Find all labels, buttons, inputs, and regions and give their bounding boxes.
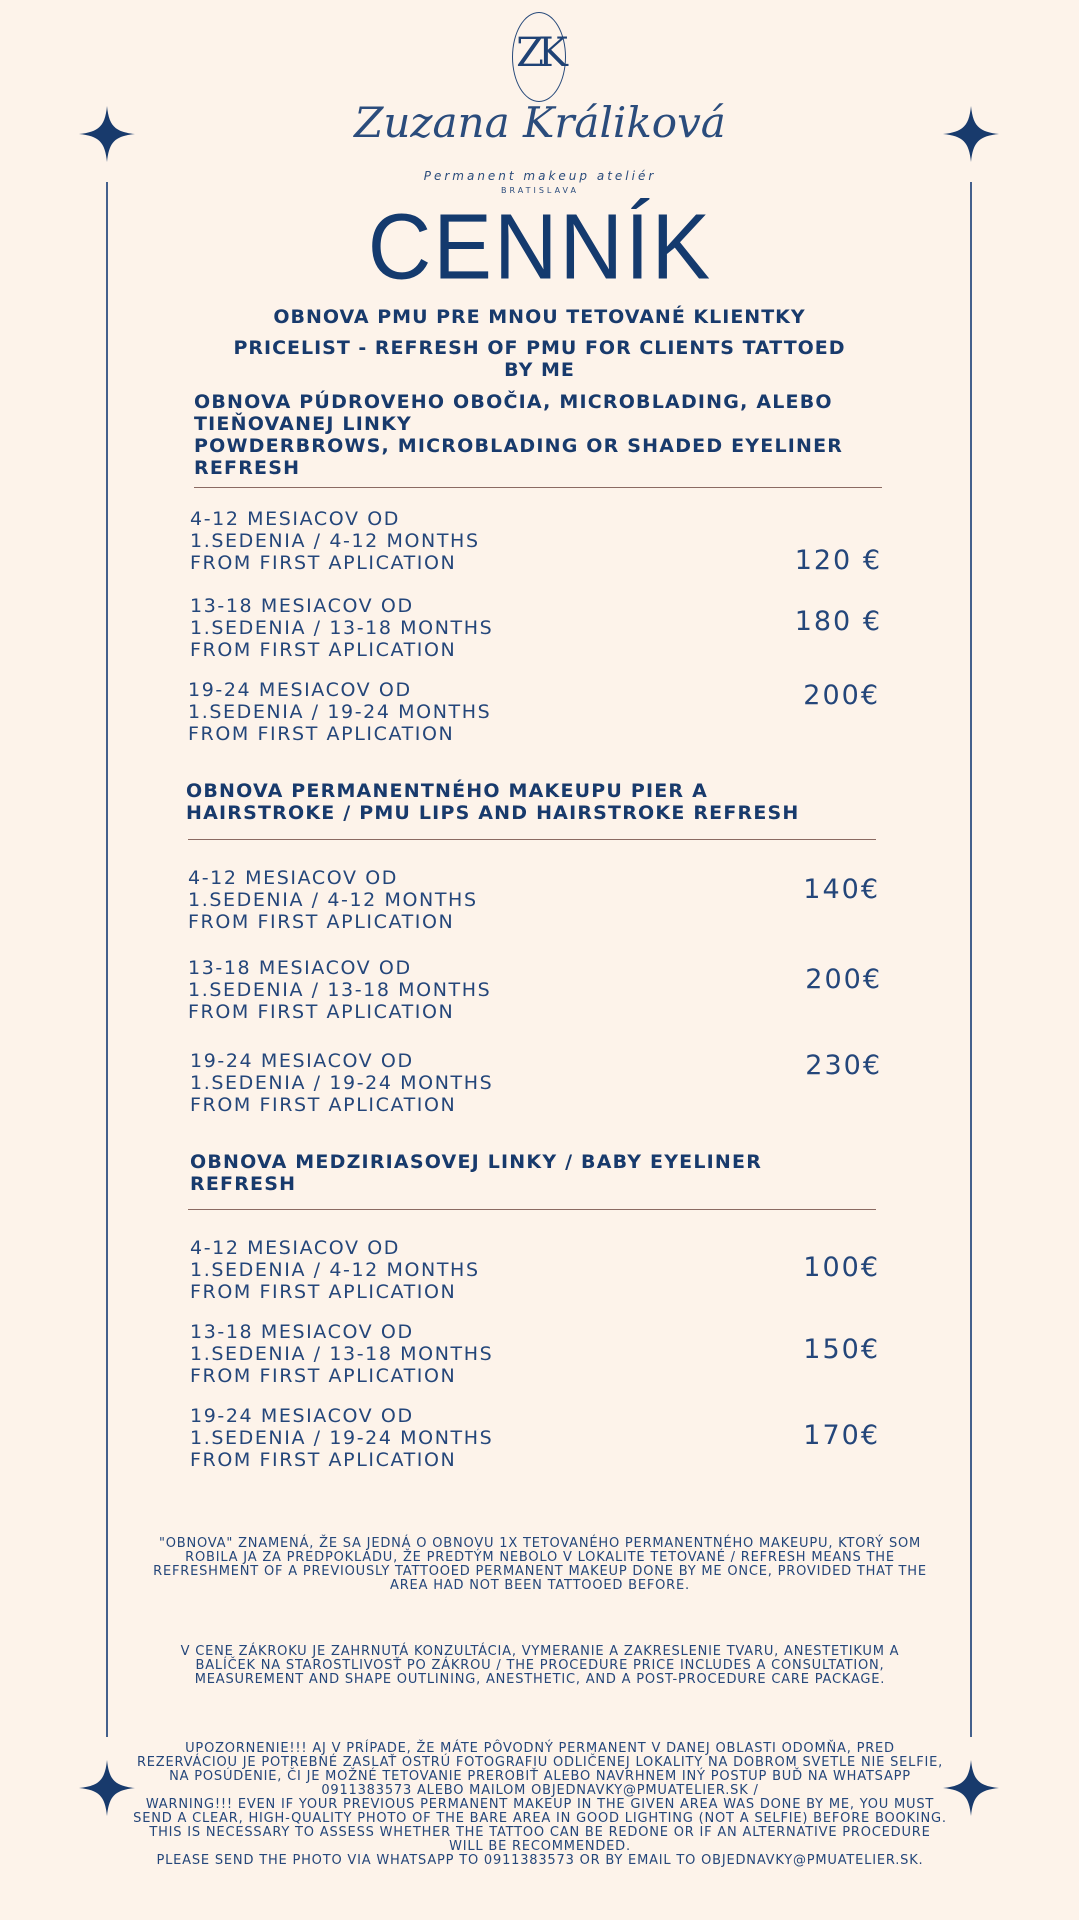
price-row-label: 4-12 MESIACOV OD 1.SEDENIA / 4-12 MONTHS FROM FIRST APLICATION [190, 1237, 480, 1303]
price-value: 230€ [805, 1050, 882, 1081]
section-heading: OBNOVA PÚDROVEHO OBOČIA, MICROBLADING, ALEBO TIEŇOVANEJ LINKY POWDERBROWS, MICROBLADING OR SHADED EYELINER REFRESH [194, 391, 844, 479]
price-row-label: 13-18 MESIACOV OD 1.SEDENIA / 13-18 MONTHS FROM FIRST APLICATION [190, 1321, 494, 1387]
price-value: 180 € [794, 606, 882, 637]
refresh-definition-note: "OBNOVA" ZNAMENÁ, ŽE SA JEDNÁ O OBNOVU 1X TETOVANÉHO PERMANENTNÉHO MAKEUPU, KTORÝ SOM ROBILA JA ZA PREDPOKLADU, ŽE PREDTÝM NEBOLO V LOKALITE TETOVANÉ / REFRESH MEANS THE REFRESHMENT OF A PREVIOUSLY TATTOOED PERMANENT MAKEUP DONE BY ME ONCE, PROVIDED THAT THE AREA HAD NOT BEEN TATTOOED BEFORE. [153, 1536, 927, 1593]
subtitle-en: PRICELIST - REFRESH OF PMU FOR CLIENTS TATTOED BY ME [233, 337, 846, 381]
sparkle-star-icon [943, 106, 999, 162]
price-row-label: 19-24 MESIACOV OD 1.SEDENIA / 19-24 MONTHS FROM FIRST APLICATION [190, 1050, 494, 1116]
price-row-label: 19-24 MESIACOV OD 1.SEDENIA / 19-24 MONTHS FROM FIRST APLICATION [190, 1405, 494, 1471]
brand-city: BRATISLAVA [501, 186, 579, 195]
price-value: 140€ [803, 874, 880, 905]
section-divider [188, 839, 876, 840]
price-row-label: 13-18 MESIACOV OD 1.SEDENIA / 13-18 MONTHS FROM FIRST APLICATION [190, 595, 494, 661]
page-title: CENNÍK [367, 194, 713, 299]
section-divider [188, 1209, 876, 1210]
price-includes-note: V CENE ZÁKROKU JE ZAHRNUTÁ KONZULTÁCIA, VYMERANIE A ZAKRESLENIE TVARU, ANESTETIKUM A BALÍČEK NA STAROSTLIVOSŤ PO ZÁKROU / THE PROCEDURE PRICE INCLUDES A CONSULTATION, MEASUREMENT AND SHAPE OUTLINING, ANESTHETIC, AND A POST-PROCEDURE CARE PACKAGE. [180, 1644, 900, 1687]
section-heading: OBNOVA MEDZIRIASOVEJ LINKY / BABY EYELINER REFRESH [190, 1151, 763, 1195]
section-heading: OBNOVA PERMANENTNÉHO MAKEUPU PIER A HAIRSTROKE / PMU LIPS AND HAIRSTROKE REFRESH [186, 780, 800, 824]
price-value: 200€ [805, 964, 882, 995]
frame-line-left [106, 182, 108, 1737]
section-divider [194, 487, 882, 488]
price-row-label: 19-24 MESIACOV OD 1.SEDENIA / 19-24 MONTHS FROM FIRST APLICATION [188, 679, 492, 745]
price-value: 150€ [803, 1334, 880, 1365]
brand-subtitle: Permanent makeup ateliér [423, 169, 657, 183]
frame-line-right [970, 182, 972, 1737]
price-value: 120 € [794, 545, 882, 576]
logo-monogram: ZK [516, 30, 562, 76]
price-row-label: 4-12 MESIACOV OD 1.SEDENIA / 4-12 MONTHS FROM FIRST APLICATION [190, 508, 480, 574]
sparkle-star-icon [79, 106, 135, 162]
price-value: 200€ [803, 680, 880, 711]
price-row-label: 13-18 MESIACOV OD 1.SEDENIA / 13-18 MONTHS FROM FIRST APLICATION [188, 957, 492, 1023]
price-value: 100€ [803, 1252, 880, 1283]
brand-name: Zuzana Králiková [354, 98, 726, 147]
warning-note: UPOZORNENIE!!! AJ V PRÍPADE, ŽE MÁTE PÔVODNÝ PERMANENT V DANEJ OBLASTI ODOMŇA, PRED REZERVÁCIOU JE POTREBNÉ ZASLAŤ OSTRÚ FOTOGRAFIU ODLIČENEJ LOKALITY NA DOBROM SVETLE NIE SELFIE, NA POSÚDENIE, ČI JE MOŽNÉ TETOVANIE PREROBIŤ ALEBO NAVRHNEM INÝ POSTUP BUĎ NA WHATSAPP 0911383573 ALEBO MAILOM OBJEDNAVKY@PMUATELIER.SK / WARNING!!! EVEN IF YOUR PREVIOUS PERMANENT MAKEUP IN THE GIVEN AREA WAS DONE BY ME, YOU MUST SEND A CLEAR, HIGH-QUALITY PHOTO OF THE BARE AREA IN GOOD LIGHTING (NOT A SELFIE) BEFORE BOOKING. THIS IS NECESSARY TO ASSESS WHETHER THE TATTOO CAN BE REDONE OR IF AN ALTERNATIVE PROCEDURE WILL BE RECOMMENDED. PLEASE SEND THE PHOTO VIA WHATSAPP TO 0911383573 OR BY EMAIL TO OBJEDNAVKY@PMUATELIER.SK. [133, 1741, 947, 1868]
price-value: 170€ [803, 1420, 880, 1451]
subtitle-sk: OBNOVA PMU PRE MNOU TETOVANÉ KLIENTKY [273, 306, 806, 328]
price-row-label: 4-12 MESIACOV OD 1.SEDENIA / 4-12 MONTHS FROM FIRST APLICATION [188, 867, 478, 933]
